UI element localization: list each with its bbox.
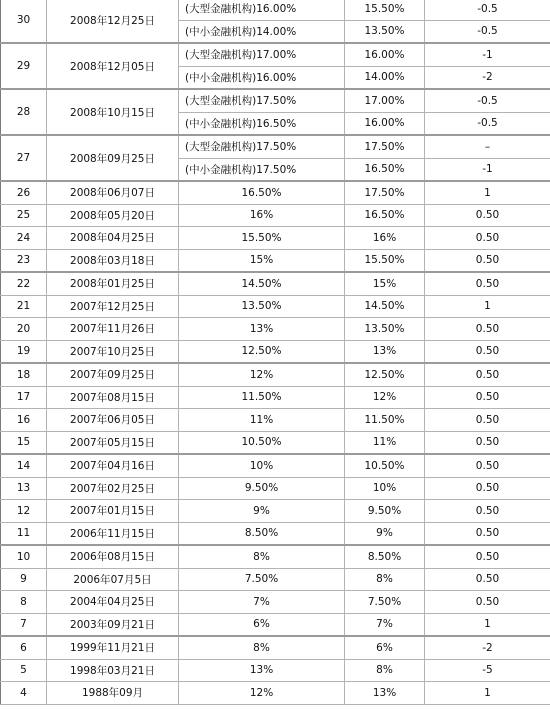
rate-after: 15.50% — [345, 249, 425, 272]
table-row — [1, 43, 550, 66]
rate-before: (大型金融机构)16.00% — [179, 0, 345, 20]
rate-change: 1 — [425, 295, 550, 318]
row-number: 26 — [1, 181, 47, 204]
rate-change: -1 — [425, 158, 550, 181]
rate-before: 16% — [179, 204, 345, 227]
rate-change: 1 — [425, 613, 550, 636]
row-number: 10 — [1, 545, 47, 568]
rate-change: 0.50 — [425, 522, 550, 545]
rate-change: 0.50 — [425, 454, 550, 477]
rate-after: 13% — [345, 340, 425, 363]
row-number: 6 — [1, 636, 47, 659]
adjust-date: 1999年11月21日 — [47, 636, 179, 659]
rate-before: (中小金融机构)16.50% — [179, 112, 345, 135]
table-row — [1, 363, 550, 386]
adjust-date: 2007年02月25日 — [47, 477, 179, 500]
adjust-date: 2008年01月25日 — [47, 272, 179, 295]
row-number: 30 — [1, 0, 47, 43]
table-row — [1, 272, 550, 295]
rate-change: 0.50 — [425, 204, 550, 227]
rate-change: 0.50 — [425, 340, 550, 363]
row-number: 15 — [1, 431, 47, 454]
table-row — [1, 659, 550, 682]
rate-after: 17.50% — [345, 135, 425, 158]
rate-change: 0.50 — [425, 386, 550, 409]
adjust-date: 2008年06月07日 — [47, 181, 179, 204]
rate-after: 13.50% — [345, 318, 425, 341]
rate-before: 8% — [179, 636, 345, 659]
rate-before: 8.50% — [179, 522, 345, 545]
adjust-date: 2003年09月21日 — [47, 613, 179, 636]
rate-after: 13.50% — [345, 20, 425, 43]
row-number: 19 — [1, 340, 47, 363]
row-number: 27 — [1, 135, 47, 181]
rate-after: 8% — [345, 659, 425, 682]
row-number: 21 — [1, 295, 47, 318]
rate-before: 11.50% — [179, 386, 345, 409]
adjust-date: 2008年09月25日 — [47, 135, 179, 181]
rate-before: 7% — [179, 591, 345, 614]
adjust-date: 1988年09月 — [47, 682, 179, 705]
table-row — [1, 249, 550, 272]
adjust-date: 2006年07月5日 — [47, 568, 179, 591]
rate-change: -1 — [425, 43, 550, 66]
table-row — [1, 386, 550, 409]
rate-change: 0.50 — [425, 318, 550, 341]
row-number: 28 — [1, 89, 47, 135]
table-row — [1, 522, 550, 545]
adjust-date: 2007年08月15日 — [47, 386, 179, 409]
rate-after: 10.50% — [345, 454, 425, 477]
rate-after: 16% — [345, 227, 425, 250]
row-number: 11 — [1, 522, 47, 545]
rate-change: 1 — [425, 181, 550, 204]
rate-before: (大型金融机构)17.00% — [179, 43, 345, 66]
row-number: 14 — [1, 454, 47, 477]
adjust-date: 2007年06月05日 — [47, 409, 179, 432]
rate-before: (中小金融机构)17.50% — [179, 158, 345, 181]
rate-table-body — [1, 0, 550, 704]
table-row — [1, 89, 550, 112]
rate-after: 14.00% — [345, 66, 425, 89]
rate-change: 0.50 — [425, 545, 550, 568]
table-row — [1, 340, 550, 363]
rate-change: – — [425, 135, 550, 158]
rate-after: 16.00% — [345, 43, 425, 66]
rate-after: 16.50% — [345, 158, 425, 181]
rate-after: 9.50% — [345, 500, 425, 523]
rate-after: 10% — [345, 477, 425, 500]
adjust-date: 2007年04月16日 — [47, 454, 179, 477]
table-row — [1, 135, 550, 158]
rate-before: 11% — [179, 409, 345, 432]
table-row — [1, 431, 550, 454]
adjust-date: 2007年01月15日 — [47, 500, 179, 523]
row-number: 23 — [1, 249, 47, 272]
rate-change: 0.50 — [425, 249, 550, 272]
rate-before: 15% — [179, 249, 345, 272]
table-row — [1, 591, 550, 614]
rate-after: 15% — [345, 272, 425, 295]
adjust-date: 2007年11月26日 — [47, 318, 179, 341]
rate-before: 9% — [179, 500, 345, 523]
rate-change: 0.50 — [425, 477, 550, 500]
row-number: 18 — [1, 363, 47, 386]
rate-after: 8.50% — [345, 545, 425, 568]
row-number: 12 — [1, 500, 47, 523]
rate-before: 13% — [179, 659, 345, 682]
table-row — [1, 500, 550, 523]
table-row — [1, 613, 550, 636]
table-row — [1, 477, 550, 500]
row-number: 4 — [1, 682, 47, 705]
rate-change: 0.50 — [425, 500, 550, 523]
row-number: 9 — [1, 568, 47, 591]
rate-after: 12.50% — [345, 363, 425, 386]
table-row — [1, 295, 550, 318]
adjust-date: 2007年05月15日 — [47, 431, 179, 454]
rate-before: (大型金融机构)17.50% — [179, 89, 345, 112]
rate-after: 6% — [345, 636, 425, 659]
adjust-date: 2007年10月25日 — [47, 340, 179, 363]
rate-before: 16.50% — [179, 181, 345, 204]
rate-before: (中小金融机构)14.00% — [179, 20, 345, 43]
rate-before: 14.50% — [179, 272, 345, 295]
rate-before: 15.50% — [179, 227, 345, 250]
table-row — [1, 545, 550, 568]
table-row — [1, 204, 550, 227]
rate-after: 16.00% — [345, 112, 425, 135]
rate-change: 0.50 — [425, 227, 550, 250]
adjust-date: 2008年12月05日 — [47, 43, 179, 89]
table-row — [1, 181, 550, 204]
adjust-date: 2008年04月25日 — [47, 227, 179, 250]
table-row — [1, 568, 550, 591]
rate-after: 13% — [345, 682, 425, 705]
table-row — [1, 0, 550, 20]
adjust-date: 2008年10月15日 — [47, 89, 179, 135]
rate-before: 8% — [179, 545, 345, 568]
row-number: 17 — [1, 386, 47, 409]
rate-after: 15.50% — [345, 0, 425, 20]
rate-after: 7% — [345, 613, 425, 636]
rate-before: 12% — [179, 363, 345, 386]
row-number: 22 — [1, 272, 47, 295]
rate-after: 17.50% — [345, 181, 425, 204]
rate-change: 0.50 — [425, 363, 550, 386]
rate-before: 7.50% — [179, 568, 345, 591]
rate-change: -5 — [425, 659, 550, 682]
table-row — [1, 454, 550, 477]
rate-after: 11% — [345, 431, 425, 454]
row-number: 5 — [1, 659, 47, 682]
rate-change: 0.50 — [425, 409, 550, 432]
rate-after: 16.50% — [345, 204, 425, 227]
row-number: 29 — [1, 43, 47, 89]
rate-change: -0.5 — [425, 0, 550, 20]
rate-after: 7.50% — [345, 591, 425, 614]
rate-after: 11.50% — [345, 409, 425, 432]
table-row — [1, 227, 550, 250]
rate-before: (大型金融机构)17.50% — [179, 135, 345, 158]
rate-before: (中小金融机构)16.00% — [179, 66, 345, 89]
adjust-date: 2007年12月25日 — [47, 295, 179, 318]
rate-before: 10% — [179, 454, 345, 477]
rate-change: -0.5 — [425, 89, 550, 112]
row-number: 24 — [1, 227, 47, 250]
rate-after: 17.00% — [345, 89, 425, 112]
row-number: 13 — [1, 477, 47, 500]
rate-before: 13% — [179, 318, 345, 341]
row-number: 8 — [1, 591, 47, 614]
rate-change: 0.50 — [425, 568, 550, 591]
rate-change: 1 — [425, 682, 550, 705]
table-row — [1, 682, 550, 705]
adjust-date: 2008年03月18日 — [47, 249, 179, 272]
rate-change: -2 — [425, 636, 550, 659]
rate-before: 13.50% — [179, 295, 345, 318]
row-number: 25 — [1, 204, 47, 227]
adjust-date: 2006年11月15日 — [47, 522, 179, 545]
adjust-date: 2006年08月15日 — [47, 545, 179, 568]
rate-before: 6% — [179, 613, 345, 636]
adjust-date: 2004年04月25日 — [47, 591, 179, 614]
adjust-date: 2008年12月25日 — [47, 0, 179, 43]
rate-after: 14.50% — [345, 295, 425, 318]
rate-before: 12.50% — [179, 340, 345, 363]
rate-after: 12% — [345, 386, 425, 409]
table-row — [1, 636, 550, 659]
table-row — [1, 409, 550, 432]
rate-before: 9.50% — [179, 477, 345, 500]
adjust-date: 2007年09月25日 — [47, 363, 179, 386]
rate-change: -2 — [425, 66, 550, 89]
row-number: 16 — [1, 409, 47, 432]
adjust-date: 1998年03月21日 — [47, 659, 179, 682]
rate-before: 10.50% — [179, 431, 345, 454]
table-row — [1, 318, 550, 341]
rate-change: 0.50 — [425, 591, 550, 614]
rate-before: 12% — [179, 682, 345, 705]
rate-change: -0.5 — [425, 112, 550, 135]
row-number: 20 — [1, 318, 47, 341]
row-number: 7 — [1, 613, 47, 636]
rate-change: 0.50 — [425, 272, 550, 295]
rate-after: 9% — [345, 522, 425, 545]
rate-after: 8% — [345, 568, 425, 591]
rate-change: 0.50 — [425, 431, 550, 454]
rate-change: -0.5 — [425, 20, 550, 43]
adjust-date: 2008年05月20日 — [47, 204, 179, 227]
